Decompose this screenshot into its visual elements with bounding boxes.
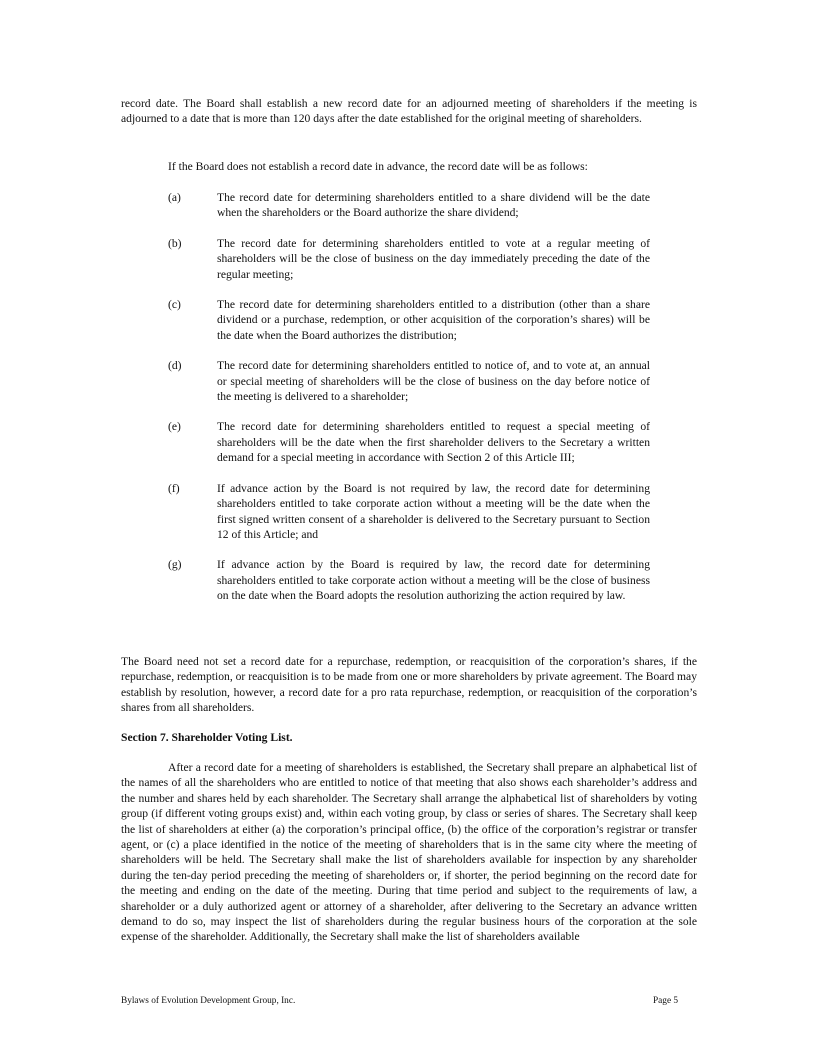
list-item bbox=[168, 481, 650, 543]
list-item-text: The record date for determining shareholders entitled to vote at a regular meeting of shareholders will be the close of business on the day immediately preceding the date of the regular meeting; bbox=[217, 236, 650, 281]
section7-paragraph: After a record date for a meeting of shareholders is established, the Secretary shall prepare an alphabetical list of the names of all the shareholders who are entitled to notice of that meeting that also shows each shareholder’s address and the number and shares held by each shareholder. The Secretary shall arrange the alphabetical list of shareholders by voting group (if different voting groups exist) and, within each voting group, by class or series of shares. The Secretary shall keep the list of shareholders at either (a) the corporation’s principal office, (b) the office of the corporation’s registrar or transfer agent, or (c) a place identified in the notice of the meeting of shareholders that is in the same city where the meeting of shareholders will be held. The Secretary shall make the list of shareholders available for inspection by any shareholder during the ten-day period preceding the meeting of shareholders or, if shorter, the period beginning on the record date for the meeting and ending on the date of the meeting. During that time period and subject to the requirements of law, a shareholder or a duly authorized agent or attorney of a shareholder, after delivering to the Secretary an advance written demand to do so, may inspect the list of shareholders during the regular business hours of the corporation at the sole expense of the shareholder. Additionally, the Secretary shall make the list of shareholders available bbox=[121, 761, 697, 944]
list-item-label: (c) bbox=[168, 298, 181, 312]
list-item bbox=[168, 358, 650, 404]
list-item-text: If advance action by the Board is required by law, the record date for determining shareholders entitled to take corporate action without a meeting will be the close of business on the date when the Board adopts the resolution authorizing the action required by law. bbox=[217, 558, 650, 603]
list-item-text: The record date for determining shareholders entitled to request a special meeting of shareholders will be the date when the first shareholder delivers to the Secretary a written demand for a special meeting in accordance with Section 2 of this Article III; bbox=[217, 420, 650, 465]
repurchase-paragraph: The Board need not set a record date for a repurchase, redemption, or reacquisition of the corporation’s shares, if the repurchase, redemption, or reacquisition is to be made from one or more shareholders by private agreement. The Board may establish by resolution, however, a record date for a pro rata repurchase, redemption, or reacquisition of the corporation’s shares from all shareholders. bbox=[121, 655, 697, 715]
list-item-text: The record date for determining shareholders entitled to notice of, and to vote at, an annual or special meeting of shareholders will be the close of business on the day before notice of the meeting is delivered to a shareholder; bbox=[217, 359, 650, 404]
list-item bbox=[168, 190, 650, 221]
opening-paragraph: record date. The Board shall establish a new record date for an adjourned meeting of shareholders if the meeting is adjourned to a date that is more than 120 days after the date established for the original meeting of shareholders. bbox=[121, 97, 697, 126]
record-date-intro: If the Board does not establish a record date in advance, the record date will be as follows: bbox=[168, 160, 588, 173]
footer-title: Bylaws of Evolution Development Group, Inc. bbox=[121, 996, 296, 1006]
list-item-label: (a) bbox=[168, 191, 181, 204]
list-item-label: (b) bbox=[168, 236, 182, 250]
list-item-text: The record date for determining shareholders entitled to a share dividend will be the date when the shareholders or the Board authorize the share dividend; bbox=[217, 191, 650, 220]
list-item bbox=[168, 297, 650, 343]
list-item-label: (g) bbox=[168, 558, 182, 572]
list-item-text: If advance action by the Board is not required by law, the record date for determining shareholders entitled to take corporate action without a meeting will be the date when the first signed written consent of a shareholder is delivered to the Secretary pursuant to Section 12 of this Article; and bbox=[217, 481, 650, 541]
list-item bbox=[168, 419, 650, 465]
page-number: Page 5 bbox=[653, 996, 679, 1006]
section-heading: Section 7. Shareholder Voting List. bbox=[121, 731, 293, 744]
list-item-label: (d) bbox=[168, 359, 182, 373]
list-item-label: (f) bbox=[168, 481, 180, 495]
list-item bbox=[168, 236, 650, 282]
list-item bbox=[168, 557, 650, 603]
list-item-label: (e) bbox=[168, 420, 181, 434]
list-item-text: The record date for determining shareholders entitled to a distribution (other than a share dividend or a purchase, redemption, or other acquisition of the corporation’s shares) will be the date when the Board authorizes the distribution; bbox=[217, 298, 650, 342]
record-date-list bbox=[168, 190, 650, 619]
